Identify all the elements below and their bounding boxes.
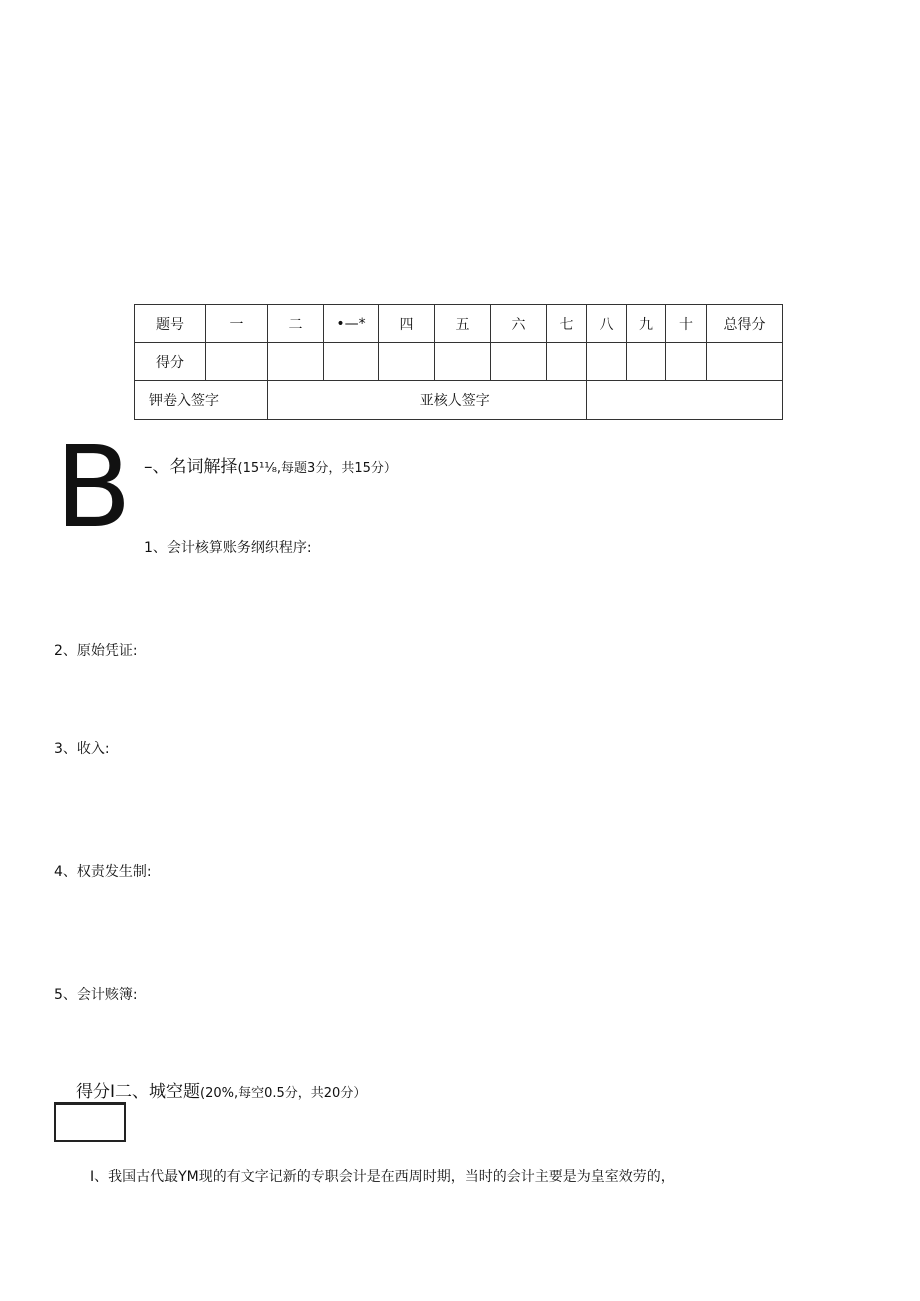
header-cell-5: 五 bbox=[435, 305, 491, 343]
section-1-note: (15¹¹⁄₈,每题3分，共15分） bbox=[237, 461, 397, 476]
score-cell bbox=[268, 343, 324, 381]
section-1-item-4: 4、权责发生制: bbox=[54, 864, 152, 880]
score-cell bbox=[707, 343, 783, 381]
reviewer-signature-cell bbox=[587, 381, 783, 420]
section-1-item-3: 3、收入: bbox=[54, 741, 110, 757]
large-decorative-letter: B bbox=[55, 423, 132, 553]
score-cell bbox=[206, 343, 268, 381]
section-2-heading bbox=[76, 1077, 366, 1102]
header-cell-7: 七 bbox=[547, 305, 587, 343]
header-cell-total: 总得分 bbox=[707, 305, 783, 343]
grader-signature-label: 钾卷入签字 bbox=[135, 381, 268, 420]
header-cell-2: 二 bbox=[268, 305, 324, 343]
score-cell bbox=[379, 343, 435, 381]
section-1-title: –、名词解择 bbox=[144, 457, 238, 477]
score-row-label: 得分 bbox=[135, 343, 206, 381]
header-cell-4: 四 bbox=[379, 305, 435, 343]
header-cell-1: 一 bbox=[206, 305, 268, 343]
score-table-header-row bbox=[135, 305, 783, 343]
score-cell bbox=[627, 343, 666, 381]
section-1-item-2: 2、原始凭证: bbox=[54, 643, 138, 659]
score-table-score-row bbox=[135, 343, 783, 381]
score-cell bbox=[324, 343, 379, 381]
header-cell-3: •—* bbox=[324, 305, 379, 343]
section-1-item-5: 5、会计赅簿: bbox=[54, 987, 138, 1003]
section-2-title: 二、城空题 bbox=[115, 1082, 201, 1102]
header-cell-6: 六 bbox=[491, 305, 547, 343]
reviewer-signature-label: 亚核人签字 bbox=[324, 381, 587, 420]
score-cell bbox=[587, 343, 627, 381]
section-1-heading bbox=[144, 452, 397, 477]
score-table-signature-row bbox=[135, 381, 783, 420]
section-2-score-prefix: 得分I bbox=[76, 1082, 116, 1102]
section-1-item-1: 1、会计核算账务纲织程序: bbox=[144, 540, 312, 556]
score-cell bbox=[435, 343, 491, 381]
score-cell bbox=[547, 343, 587, 381]
header-cell-question-no: 题号 bbox=[135, 305, 206, 343]
section-2-note: (20%,每空0.5分，共20分） bbox=[200, 1086, 367, 1101]
section-2-score-box bbox=[54, 1102, 126, 1142]
header-cell-8: 八 bbox=[587, 305, 627, 343]
score-cell bbox=[491, 343, 547, 381]
section-2-question-1: I、我国古代最YM现的有文字记新的专职会计是在西周时期，当时的会计主要是为皇室效劳的， bbox=[90, 1169, 675, 1185]
score-table bbox=[134, 304, 783, 420]
header-cell-10: 十 bbox=[666, 305, 707, 343]
grader-signature-cell bbox=[268, 381, 324, 420]
header-cell-9: 九 bbox=[627, 305, 666, 343]
score-cell bbox=[666, 343, 707, 381]
